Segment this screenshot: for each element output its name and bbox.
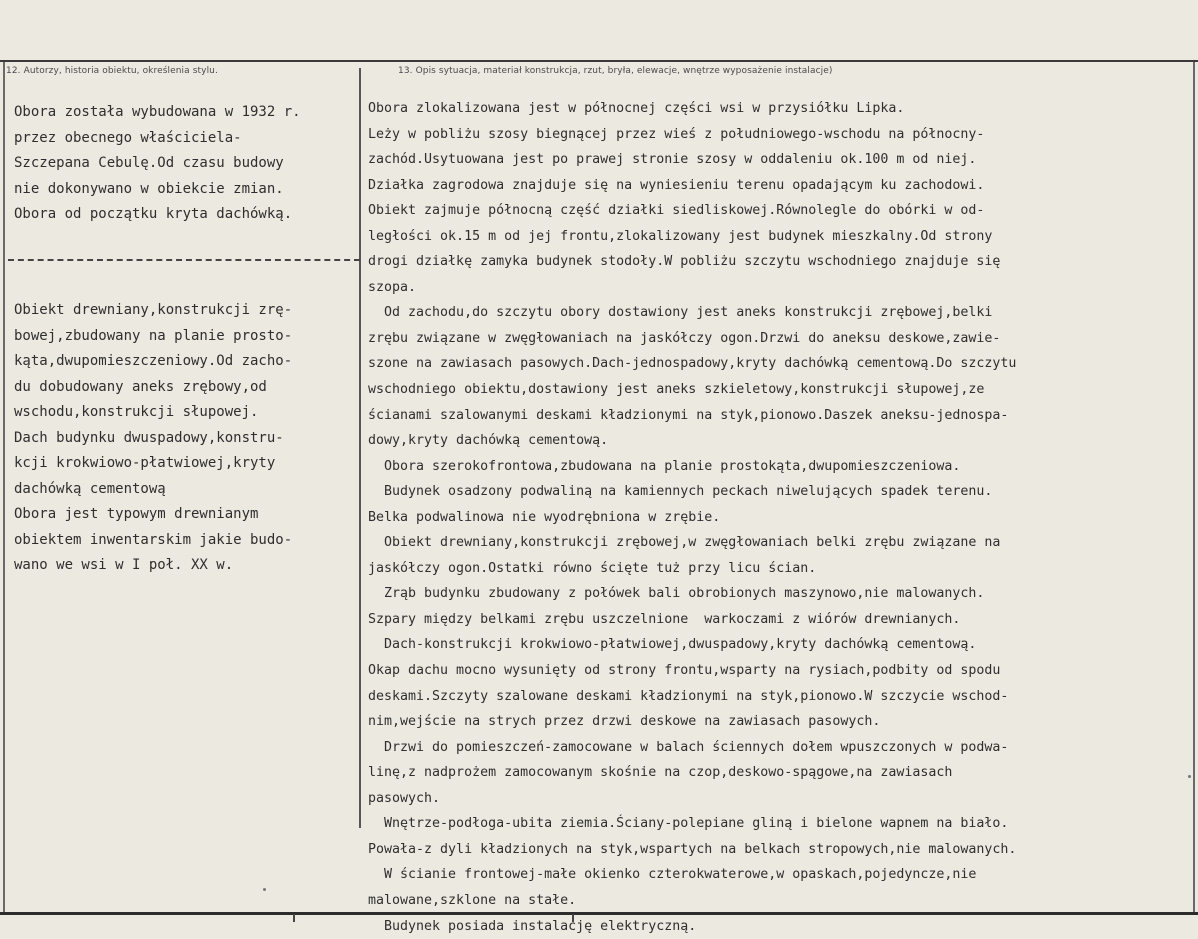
description-line: ścianami szalowanymi deskami kładzionymi na styk,pionowo.Daszek aneksu-jednospa- — [368, 403, 1190, 429]
history-line: przez obecnego właściciela- — [14, 126, 360, 152]
description-line: deskami.Szczyty szalowane deskami kładzionymi na styk,pionowo.W szczycie wschod- — [368, 684, 1190, 710]
description-line: Obiekt drewniany,konstrukcji zrębowej,w zwęgłowaniach belki zrębu związane na — [368, 530, 1190, 556]
left-border-line — [3, 62, 5, 912]
style-section — [14, 298, 360, 579]
style-line: wschodu,konstrukcji słupowej. — [14, 400, 360, 426]
description-line: Wnętrze-podłoga-ubita ziemia.Ściany-polepiane gliną i bielone wapnem na biało. — [368, 811, 1190, 837]
description-line: Szpary między belkami zrębu uszczelnione warkoczami z wiórów drewnianych. — [368, 607, 1190, 633]
history-line: nie dokonywano w obiekcie zmian. — [14, 177, 360, 203]
description-section — [368, 96, 1190, 939]
style-line: dachówką cementową — [14, 477, 360, 503]
description-line: Belka podwalinowa nie wyodrębniona w zrębie. — [368, 505, 1190, 531]
description-line: Od zachodu,do szczytu obory dostawiony jest aneks konstrukcji zrębowej,belki — [368, 300, 1190, 326]
header-authors-history: 12. Autorzy, historia obiektu, określenia stylu. — [6, 66, 218, 76]
top-border-line — [0, 60, 1198, 62]
description-line: W ścianie frontowej-małe okienko czterokwaterowe,w opaskach,pojedyncze,nie — [368, 862, 1190, 888]
description-line: dowy,kryty dachówką cementową. — [368, 428, 1190, 454]
description-line: malowane,szklone na stałe. — [368, 888, 1190, 914]
style-line: du dobudowany aneks zrębowy,od — [14, 375, 360, 401]
section-separator — [8, 259, 360, 261]
style-line: Obora jest typowym drewnianym — [14, 502, 360, 528]
description-line: Powała-z dyli kładzionych na styk,wspartych na belkach stropowych,nie malowanych. — [368, 837, 1190, 863]
description-line: ległości ok.15 m od jej frontu,zlokalizowany jest budynek mieszkalny.Od strony — [368, 224, 1190, 250]
style-line: Dach budynku dwuspadowy,konstru- — [14, 426, 360, 452]
description-line: Obora zlokalizowana jest w północnej części wsi w przysiółku Lipka. — [368, 96, 1190, 122]
style-line: kcji krokwiowo-płatwiowej,kryty — [14, 451, 360, 477]
bottom-tick-mark — [293, 914, 295, 922]
description-line: wschodniego obiektu,dostawiony jest aneks szkieletowy,konstrukcji słupowej,ze — [368, 377, 1190, 403]
history-line: Obora od początku kryta dachówką. — [14, 202, 360, 228]
style-line: obiektem inwentarskim jakie budo- — [14, 528, 360, 554]
style-line: wano we wsi w I poł. XX w. — [14, 553, 360, 579]
description-line: zachód.Usytuowana jest po prawej stronie szosy w oddaleniu ok.100 m od niej. — [368, 147, 1190, 173]
description-line: zrębu związane w zwęgłowaniach na jaskółczy ogon.Drzwi do aneksu deskowe,zawie- — [368, 326, 1190, 352]
description-line: Leży w pobliżu szosy biegnącej przez wieś z południowego-wschodu na północny- — [368, 122, 1190, 148]
description-line: szopa. — [368, 275, 1190, 301]
description-line: jaskółczy ogon.Ostatki równo ścięte tuż przy licu ścian. — [368, 556, 1190, 582]
style-line: kąta,dwupomieszczeniowy.Od zacho- — [14, 349, 360, 375]
style-line: bowej,zbudowany na planie prosto- — [14, 324, 360, 350]
description-line: linę,z nadprożem zamocowanym skośnie na czop,deskowo-spągowe,na zawiasach — [368, 760, 1190, 786]
description-line: nim,wejście na strych przez drzwi deskowe na zawiasach pasowych. — [368, 709, 1190, 735]
description-line: Budynek posiada instalację elektryczną. — [368, 914, 1190, 939]
description-line: Obora szerokofrontowa,zbudowana na planie prostokąta,dwupomieszczeniowa. — [368, 454, 1190, 480]
description-line: Okap dachu mocno wysunięty od strony frontu,wsparty na rysiach,podbity od spodu — [368, 658, 1190, 684]
description-line: pasowych. — [368, 786, 1190, 812]
header-description: 13. Opis sytuacja, materiał konstrukcja, rzut, bryła, elewacje, wnętrze wyposażenie instalacje) — [398, 66, 833, 76]
description-line: Obiekt zajmuje północną część działki siedliskowej.Równolegle do obórki w od- — [368, 198, 1190, 224]
history-line: Obora została wybudowana w 1932 r. — [14, 100, 360, 126]
history-line: Szczepana Cebulę.Od czasu budowy — [14, 151, 360, 177]
description-line: Drzwi do pomieszczeń-zamocowane w balach ściennych dołem wpuszczonych w podwa- — [368, 735, 1190, 761]
history-section — [14, 100, 360, 228]
description-line: Działka zagrodowa znajduje się na wyniesieniu terenu opadającym ku zachodowi. — [368, 173, 1190, 199]
style-line: Obiekt drewniany,konstrukcji zrę- — [14, 298, 360, 324]
right-border-line — [1193, 62, 1195, 912]
ink-dot — [263, 888, 266, 891]
description-line: Budynek osadzony podwaliną na kamiennych peckach niwelujących spadek terenu. — [368, 479, 1190, 505]
description-line: Zrąb budynku zbudowany z połówek bali obrobionych maszynowo,nie malowanych. — [368, 581, 1190, 607]
description-line: drogi działkę zamyka budynek stodoły.W pobliżu szczytu wschodniego znajduje się — [368, 249, 1190, 275]
description-line: szone na zawiasach pasowych.Dach-jednospadowy,kryty dachówką cementową.Do szczytu — [368, 351, 1190, 377]
description-line: Dach-konstrukcji krokwiowo-płatwiowej,dwuspadowy,kryty dachówką cementową. — [368, 632, 1190, 658]
